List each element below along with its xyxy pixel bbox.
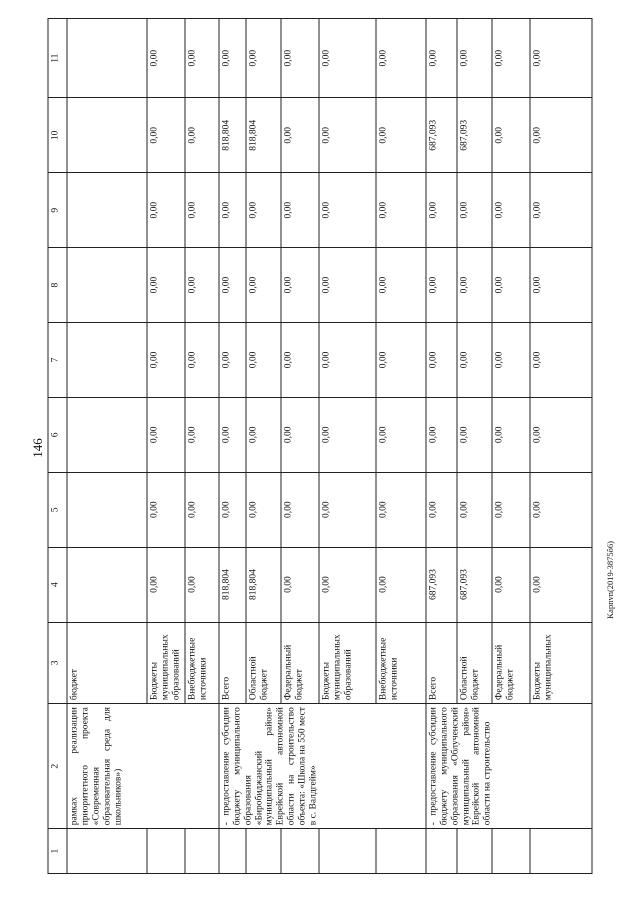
value-cell: 0,00 — [376, 248, 426, 323]
value-cell: 0,00 — [185, 472, 219, 547]
value-cell: 0,00 — [185, 173, 219, 248]
row-number-cell — [67, 829, 147, 874]
measure-description: - предоставление субсидии бюджету муниципального образования «Биробиджанский муниципальный район» Еврейской автономной области на строительство объекта: «Школа на 550 мест в с. Валдгейм» — [219, 704, 426, 829]
value-cell: 0,00 — [281, 173, 319, 248]
table-row — [219, 19, 246, 874]
table-row — [426, 19, 457, 874]
value-cell: 0,00 — [457, 19, 492, 98]
row-number-cell — [219, 829, 246, 874]
value-cell: 0,00 — [492, 323, 530, 398]
value-cell: 0,00 — [376, 547, 426, 622]
value-cell: 0,00 — [281, 19, 319, 98]
value-cell: 0,00 — [281, 98, 319, 173]
row-number-cell — [246, 829, 281, 874]
value-cell: 818,804 — [246, 547, 281, 622]
value-cell: 0,00 — [319, 323, 376, 398]
source-cell: бюджет — [67, 622, 147, 704]
value-cell: 0,00 — [246, 19, 281, 98]
value-cell: 0,00 — [376, 173, 426, 248]
value-cell: 687,093 — [457, 547, 492, 622]
value-cell: 0,00 — [147, 98, 185, 173]
value-cell: 0,00 — [246, 397, 281, 472]
column-number: 4 — [48, 547, 67, 622]
value-cell: 0,00 — [185, 397, 219, 472]
source-cell: Бюджеты муниципальных — [530, 622, 592, 704]
source-cell: Областной бюджет — [246, 622, 281, 704]
value-cell: 0,00 — [530, 19, 592, 98]
value-cell — [67, 19, 147, 98]
value-cell: 0,00 — [492, 98, 530, 173]
value-cell: 687,093 — [426, 547, 457, 622]
value-cell: 0,00 — [319, 547, 376, 622]
page-number: 146 — [30, 438, 45, 458]
row-number-cell — [281, 829, 319, 874]
measure-description: рамках реализации приоритетного проекта «Современная образовательная среда для школьников») — [67, 704, 219, 829]
source-cell: Областной бюджет — [457, 622, 492, 704]
value-cell: 0,00 — [426, 323, 457, 398]
value-cell: 0,00 — [281, 397, 319, 472]
row-number-cell — [376, 829, 426, 874]
value-cell: 0,00 — [246, 248, 281, 323]
value-cell: 0,00 — [246, 472, 281, 547]
value-cell — [67, 173, 147, 248]
value-cell: 0,00 — [319, 173, 376, 248]
value-cell: 0,00 — [219, 173, 246, 248]
value-cell: 0,00 — [147, 472, 185, 547]
value-cell: 818,804 — [246, 98, 281, 173]
value-cell: 0,00 — [147, 397, 185, 472]
value-cell: 0,00 — [457, 173, 492, 248]
value-cell: 687,093 — [426, 98, 457, 173]
value-cell: 0,00 — [219, 323, 246, 398]
value-cell: 0,00 — [492, 19, 530, 98]
value-cell: 0,00 — [219, 472, 246, 547]
value-cell: 0,00 — [530, 397, 592, 472]
value-cell: 0,00 — [246, 173, 281, 248]
source-cell: Федеральный бюджет — [492, 622, 530, 704]
rotated-table-wrapper — [48, 18, 593, 874]
value-cell: 0,00 — [281, 323, 319, 398]
budget-table — [48, 18, 593, 874]
value-cell: 0,00 — [281, 547, 319, 622]
value-cell: 0,00 — [426, 248, 457, 323]
table-row — [67, 19, 147, 874]
value-cell: 0,00 — [492, 173, 530, 248]
value-cell: 0,00 — [246, 323, 281, 398]
value-cell: 0,00 — [492, 397, 530, 472]
row-number-cell — [530, 829, 592, 874]
value-cell: 0,00 — [319, 472, 376, 547]
value-cell: 687,093 — [457, 98, 492, 173]
value-cell: 0,00 — [530, 98, 592, 173]
document-code: Kapnvn(2019-3875ô6) — [605, 541, 615, 619]
value-cell: 0,00 — [457, 323, 492, 398]
row-number-cell — [147, 829, 185, 874]
value-cell: 0,00 — [185, 19, 219, 98]
value-cell: 0,00 — [376, 98, 426, 173]
column-number: 9 — [48, 173, 67, 248]
value-cell: 0,00 — [147, 547, 185, 622]
value-cell: 0,00 — [376, 323, 426, 398]
column-number: 2 — [48, 704, 67, 829]
value-cell: 0,00 — [530, 547, 592, 622]
value-cell: 0,00 — [492, 248, 530, 323]
row-number-cell — [457, 829, 492, 874]
value-cell: 0,00 — [376, 397, 426, 472]
value-cell: 0,00 — [530, 472, 592, 547]
value-cell: 0,00 — [185, 248, 219, 323]
value-cell: 0,00 — [185, 98, 219, 173]
value-cell: 0,00 — [530, 323, 592, 398]
row-number-cell — [426, 829, 457, 874]
source-cell: Бюджеты муниципальных образований — [147, 622, 185, 704]
value-cell: 0,00 — [426, 397, 457, 472]
value-cell: 0,00 — [219, 248, 246, 323]
row-number-cell — [319, 829, 376, 874]
value-cell: 0,00 — [457, 397, 492, 472]
row-number-cell — [492, 829, 530, 874]
value-cell: 0,00 — [426, 173, 457, 248]
value-cell: 0,00 — [147, 248, 185, 323]
value-cell: 0,00 — [185, 547, 219, 622]
value-cell: 0,00 — [319, 248, 376, 323]
value-cell: 0,00 — [426, 472, 457, 547]
source-cell: Бюджеты муниципальных образований — [319, 622, 376, 704]
source-cell: Внебюджетные источники — [185, 622, 219, 704]
column-number: 7 — [48, 323, 67, 398]
source-cell: Федеральный бюджет — [281, 622, 319, 704]
value-cell: 0,00 — [319, 397, 376, 472]
column-number: 1 — [48, 829, 67, 874]
source-cell: Всего — [219, 622, 246, 704]
value-cell — [67, 323, 147, 398]
column-number-row — [48, 19, 67, 874]
value-cell: 818,804 — [219, 547, 246, 622]
column-number: 11 — [48, 19, 67, 98]
value-cell — [67, 98, 147, 173]
value-cell: 0,00 — [376, 19, 426, 98]
value-cell — [67, 397, 147, 472]
value-cell: 0,00 — [281, 248, 319, 323]
value-cell: 0,00 — [147, 19, 185, 98]
column-number: 8 — [48, 248, 67, 323]
value-cell: 0,00 — [147, 173, 185, 248]
value-cell: 0,00 — [319, 98, 376, 173]
value-cell: 818,804 — [219, 98, 246, 173]
column-number: 10 — [48, 98, 67, 173]
source-cell: Всего — [426, 622, 457, 704]
value-cell: 0,00 — [219, 397, 246, 472]
measure-description: - предоставление субсидии бюджету муниципального образования «Облученский муниципальный район» Еврейской автономной области на строительство — [426, 704, 592, 829]
value-cell: 0,00 — [530, 248, 592, 323]
column-number: 3 — [48, 622, 67, 704]
source-cell: Внебюджетные источники — [376, 622, 426, 704]
column-number: 6 — [48, 397, 67, 472]
value-cell: 0,00 — [376, 472, 426, 547]
value-cell: 0,00 — [530, 173, 592, 248]
value-cell — [67, 547, 147, 622]
value-cell: 0,00 — [457, 248, 492, 323]
value-cell: 0,00 — [219, 19, 246, 98]
value-cell: 0,00 — [457, 472, 492, 547]
value-cell — [67, 472, 147, 547]
value-cell: 0,00 — [281, 472, 319, 547]
column-number: 5 — [48, 472, 67, 547]
value-cell: 0,00 — [492, 472, 530, 547]
row-number-cell — [185, 829, 219, 874]
value-cell — [67, 248, 147, 323]
value-cell: 0,00 — [492, 547, 530, 622]
value-cell: 0,00 — [147, 323, 185, 398]
value-cell: 0,00 — [426, 19, 457, 98]
value-cell: 0,00 — [319, 19, 376, 98]
value-cell: 0,00 — [185, 323, 219, 398]
